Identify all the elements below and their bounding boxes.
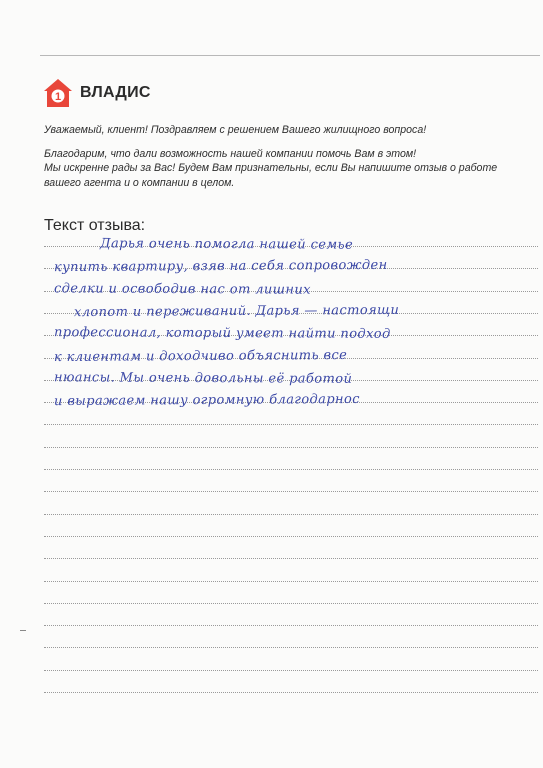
ruled-line bbox=[44, 536, 538, 537]
handwritten-line: купить квартиру, взяв на себя сопровожден bbox=[53, 258, 388, 276]
handwritten-line: хлопот и переживаний. Дарья — настоящи bbox=[73, 302, 400, 321]
ruled-line bbox=[44, 670, 538, 671]
top-divider bbox=[40, 55, 540, 56]
handwritten-line: к клиентам и доходчиво объяснить все bbox=[53, 347, 348, 365]
handwritten-line: сделки и освободив нас от лишних bbox=[53, 280, 311, 298]
handwritten-line: профессионал, который умеет найти подход bbox=[53, 325, 391, 343]
ruled-line bbox=[44, 692, 538, 693]
handwritten-line: и выражаем нашу огромную благодарнос bbox=[53, 392, 360, 410]
intro-text bbox=[44, 123, 524, 190]
ruled-line bbox=[44, 625, 538, 626]
request-line-continued: вашего агента и о компании в целом. bbox=[44, 176, 235, 189]
handwritten-line: нюансы. Мы очень довольны её работой bbox=[53, 370, 353, 387]
ruled-line bbox=[44, 447, 538, 448]
house-key-icon bbox=[42, 77, 74, 109]
ruled-line bbox=[44, 558, 538, 559]
ruled-line bbox=[44, 581, 538, 582]
ruled-line bbox=[44, 469, 538, 470]
company-logo bbox=[42, 77, 151, 109]
thanks-line: Благодарим, что дали возможность нашей компании помочь Вам в этом! bbox=[44, 148, 417, 161]
ruled-line bbox=[44, 603, 538, 604]
ruled-line bbox=[44, 647, 538, 648]
ruled-line bbox=[44, 491, 538, 492]
ruled-line bbox=[44, 424, 538, 425]
company-name: ВЛАДИС bbox=[80, 84, 151, 101]
request-line: Мы искренне рады за Вас! Будем Вам признательны, если Вы напишите отзыв о работе bbox=[44, 162, 498, 175]
margin-mark bbox=[20, 630, 26, 631]
greeting-line: Уважаемый, клиент! Поздравляем с решением Вашего жилищного вопроса! bbox=[44, 124, 427, 136]
logo-digit: 1 bbox=[54, 91, 62, 103]
review-title: Текст отзыва: bbox=[44, 217, 146, 234]
ruled-line bbox=[44, 514, 538, 515]
handwritten-line: Дарья очень помогла нашей семье bbox=[99, 236, 354, 253]
